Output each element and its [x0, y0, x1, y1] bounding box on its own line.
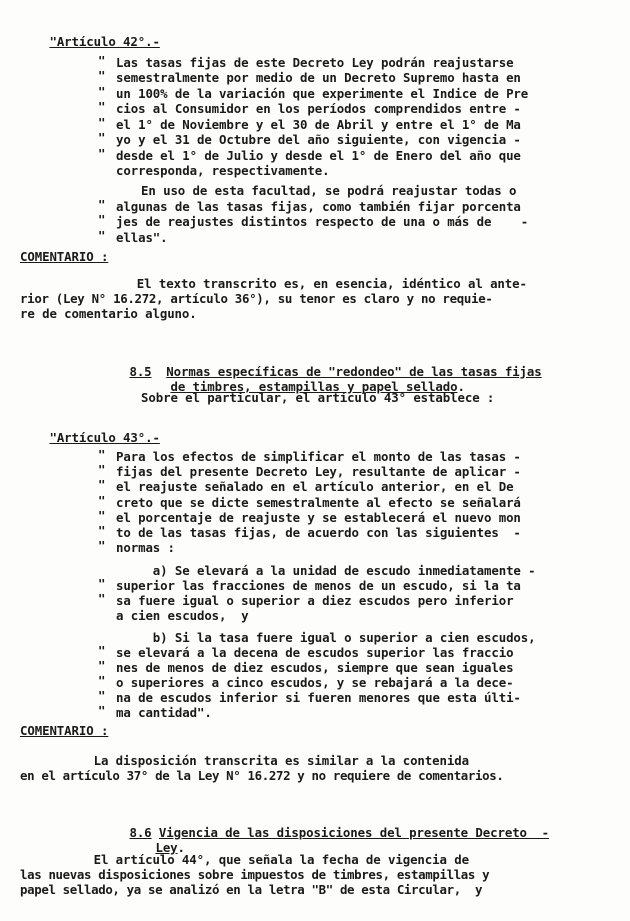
quote-mark: "	[98, 523, 106, 538]
text-line: Para los efectos de simplificar el monto de las tasas -	[116, 449, 521, 464]
quote-mark: "	[98, 130, 106, 145]
article-43-heading: "Artículo 43°.-	[49, 429, 160, 445]
text-line: un 100% de la variación que experimente el Indice de Pre	[116, 86, 529, 101]
text-line: Las tasas fijas de este Decreto Ley podrán reajustarse	[116, 55, 514, 70]
text-line: en el artículo 37° de la Ley N° 16.272 y no requiere de comentarios.	[20, 768, 504, 783]
quote-mark: "	[98, 228, 106, 243]
text-line: a) Se elevará a la unidad de escudo inmediatamente -	[116, 563, 536, 578]
quote-mark: "	[98, 197, 106, 212]
quote-mark: "	[98, 658, 106, 673]
quote-mark: "	[98, 68, 106, 83]
text-line: na de escudos inferior si fueren menores que esta últi-	[116, 690, 521, 705]
quote-mark: "	[98, 508, 106, 523]
section-8-5-intro: Sobre el particular, el artículo 43° establece :	[141, 390, 495, 405]
text-line: o superiores a cinco escudos, y se rebajará a la dece-	[116, 675, 514, 690]
quote-mark: "	[98, 591, 106, 606]
text-line: yo y el 31 de Octubre del año siguiente, con vigencia -	[116, 132, 521, 147]
text-line: fijas del presente Decreto Ley, resultante de aplicar -	[116, 464, 521, 479]
quote-mark: "	[98, 212, 106, 227]
text-line: el reajuste señalado en el artículo anterior, en el De	[116, 479, 514, 494]
text-line: to de las tasas fijas, de acuerdo con las siguientes -	[116, 525, 521, 540]
quote-mark: "	[98, 493, 106, 508]
text-line: superior las fracciones de menos de un escudo, si la ta	[116, 578, 521, 593]
quote-mark: "	[98, 688, 106, 703]
text-line: creto que se dicte semestralmente al efecto se señalará	[116, 495, 521, 510]
text-line: ellas".	[116, 230, 168, 245]
text-line: corresponda, respectivamente.	[116, 163, 330, 178]
text-line: el 1° de Noviembre y el 30 de Abril y entre el 1° de Ma	[116, 117, 521, 132]
text-line: ma cantidad".	[116, 705, 212, 720]
text-line: cios al Consumidor en los períodos comprendidos entre -	[116, 101, 521, 116]
text-line: desde el 1° de Julio y desde el 1° de Enero del año que	[116, 148, 521, 163]
section-8-6-title-cont: Ley.	[155, 839, 185, 855]
quote-mark: "	[98, 447, 106, 462]
text-line: jes de reajustes distintos respecto de una o más de -	[116, 214, 529, 229]
quote-mark: "	[98, 538, 106, 553]
article-42-heading: "Artículo 42°.-	[49, 33, 160, 49]
text-line: algunas de las tasas fijas, como también fijar porcenta	[116, 199, 521, 214]
text-line: las nuevas disposiciones sobre impuestos de timbres, estampillas y	[20, 867, 490, 882]
quote-mark: "	[98, 673, 106, 688]
quote-mark: "	[98, 53, 106, 68]
quote-mark: "	[98, 115, 106, 130]
text-line: el porcentaje de reajuste y se establecerá el nuevo mon	[116, 510, 521, 525]
text-line: normas :	[116, 540, 175, 555]
quote-mark: "	[98, 99, 106, 114]
text-line: El artículo 44°, que señala la fecha de vigencia de	[20, 852, 469, 867]
text-line: semestralmente por medio de un Decreto Supremo hasta en	[116, 70, 521, 85]
quote-mark: "	[98, 84, 106, 99]
text-line: nes de menos de diez escudos, siempre que sean iguales	[116, 660, 514, 675]
section-8-6-title: 8.6 Vigencia de las disposiciones del presente Decreto -	[129, 824, 549, 840]
text-line: El texto transcrito es, en esencia, idéntico al ante-	[100, 276, 527, 291]
text-line: rior (Ley N° 16.272, artículo 36°), su tenor es claro y no requie-	[20, 291, 493, 306]
quote-mark: "	[98, 477, 106, 492]
quote-mark: "	[98, 576, 106, 591]
text-line: La disposición transcrita es similar a la contenida	[20, 753, 469, 768]
text-line: b) Si la tasa fuere igual o superior a cien escudos,	[116, 630, 536, 645]
quote-mark: "	[98, 146, 106, 161]
text-line: sa fuere igual o superior a diez escudos pero inferior	[116, 593, 514, 608]
section-8-5-title: 8.5 Normas específicas de "redondeo" de las tasas fijas	[129, 363, 542, 379]
text-line: papel sellado, ya se analizó en la letra "B" de esta Circular, y	[20, 882, 483, 897]
text-line: En uso de esta facultad, se podrá reajustar todas o	[141, 183, 517, 198]
quote-mark: "	[98, 703, 106, 718]
text-line: re de comentario alguno.	[20, 306, 197, 321]
comentario-label: COMENTARIO :	[20, 723, 109, 738]
quote-mark: "	[98, 643, 106, 658]
quote-mark: "	[98, 462, 106, 477]
section-8-5-title-cont: de timbres, estampillas y papel sellado.	[170, 378, 465, 394]
text-line: a cien escudos, y	[116, 608, 249, 623]
text-line: se elevará a la decena de escudos superior las fraccio	[116, 645, 514, 660]
comentario-label: COMENTARIO :	[20, 249, 109, 264]
